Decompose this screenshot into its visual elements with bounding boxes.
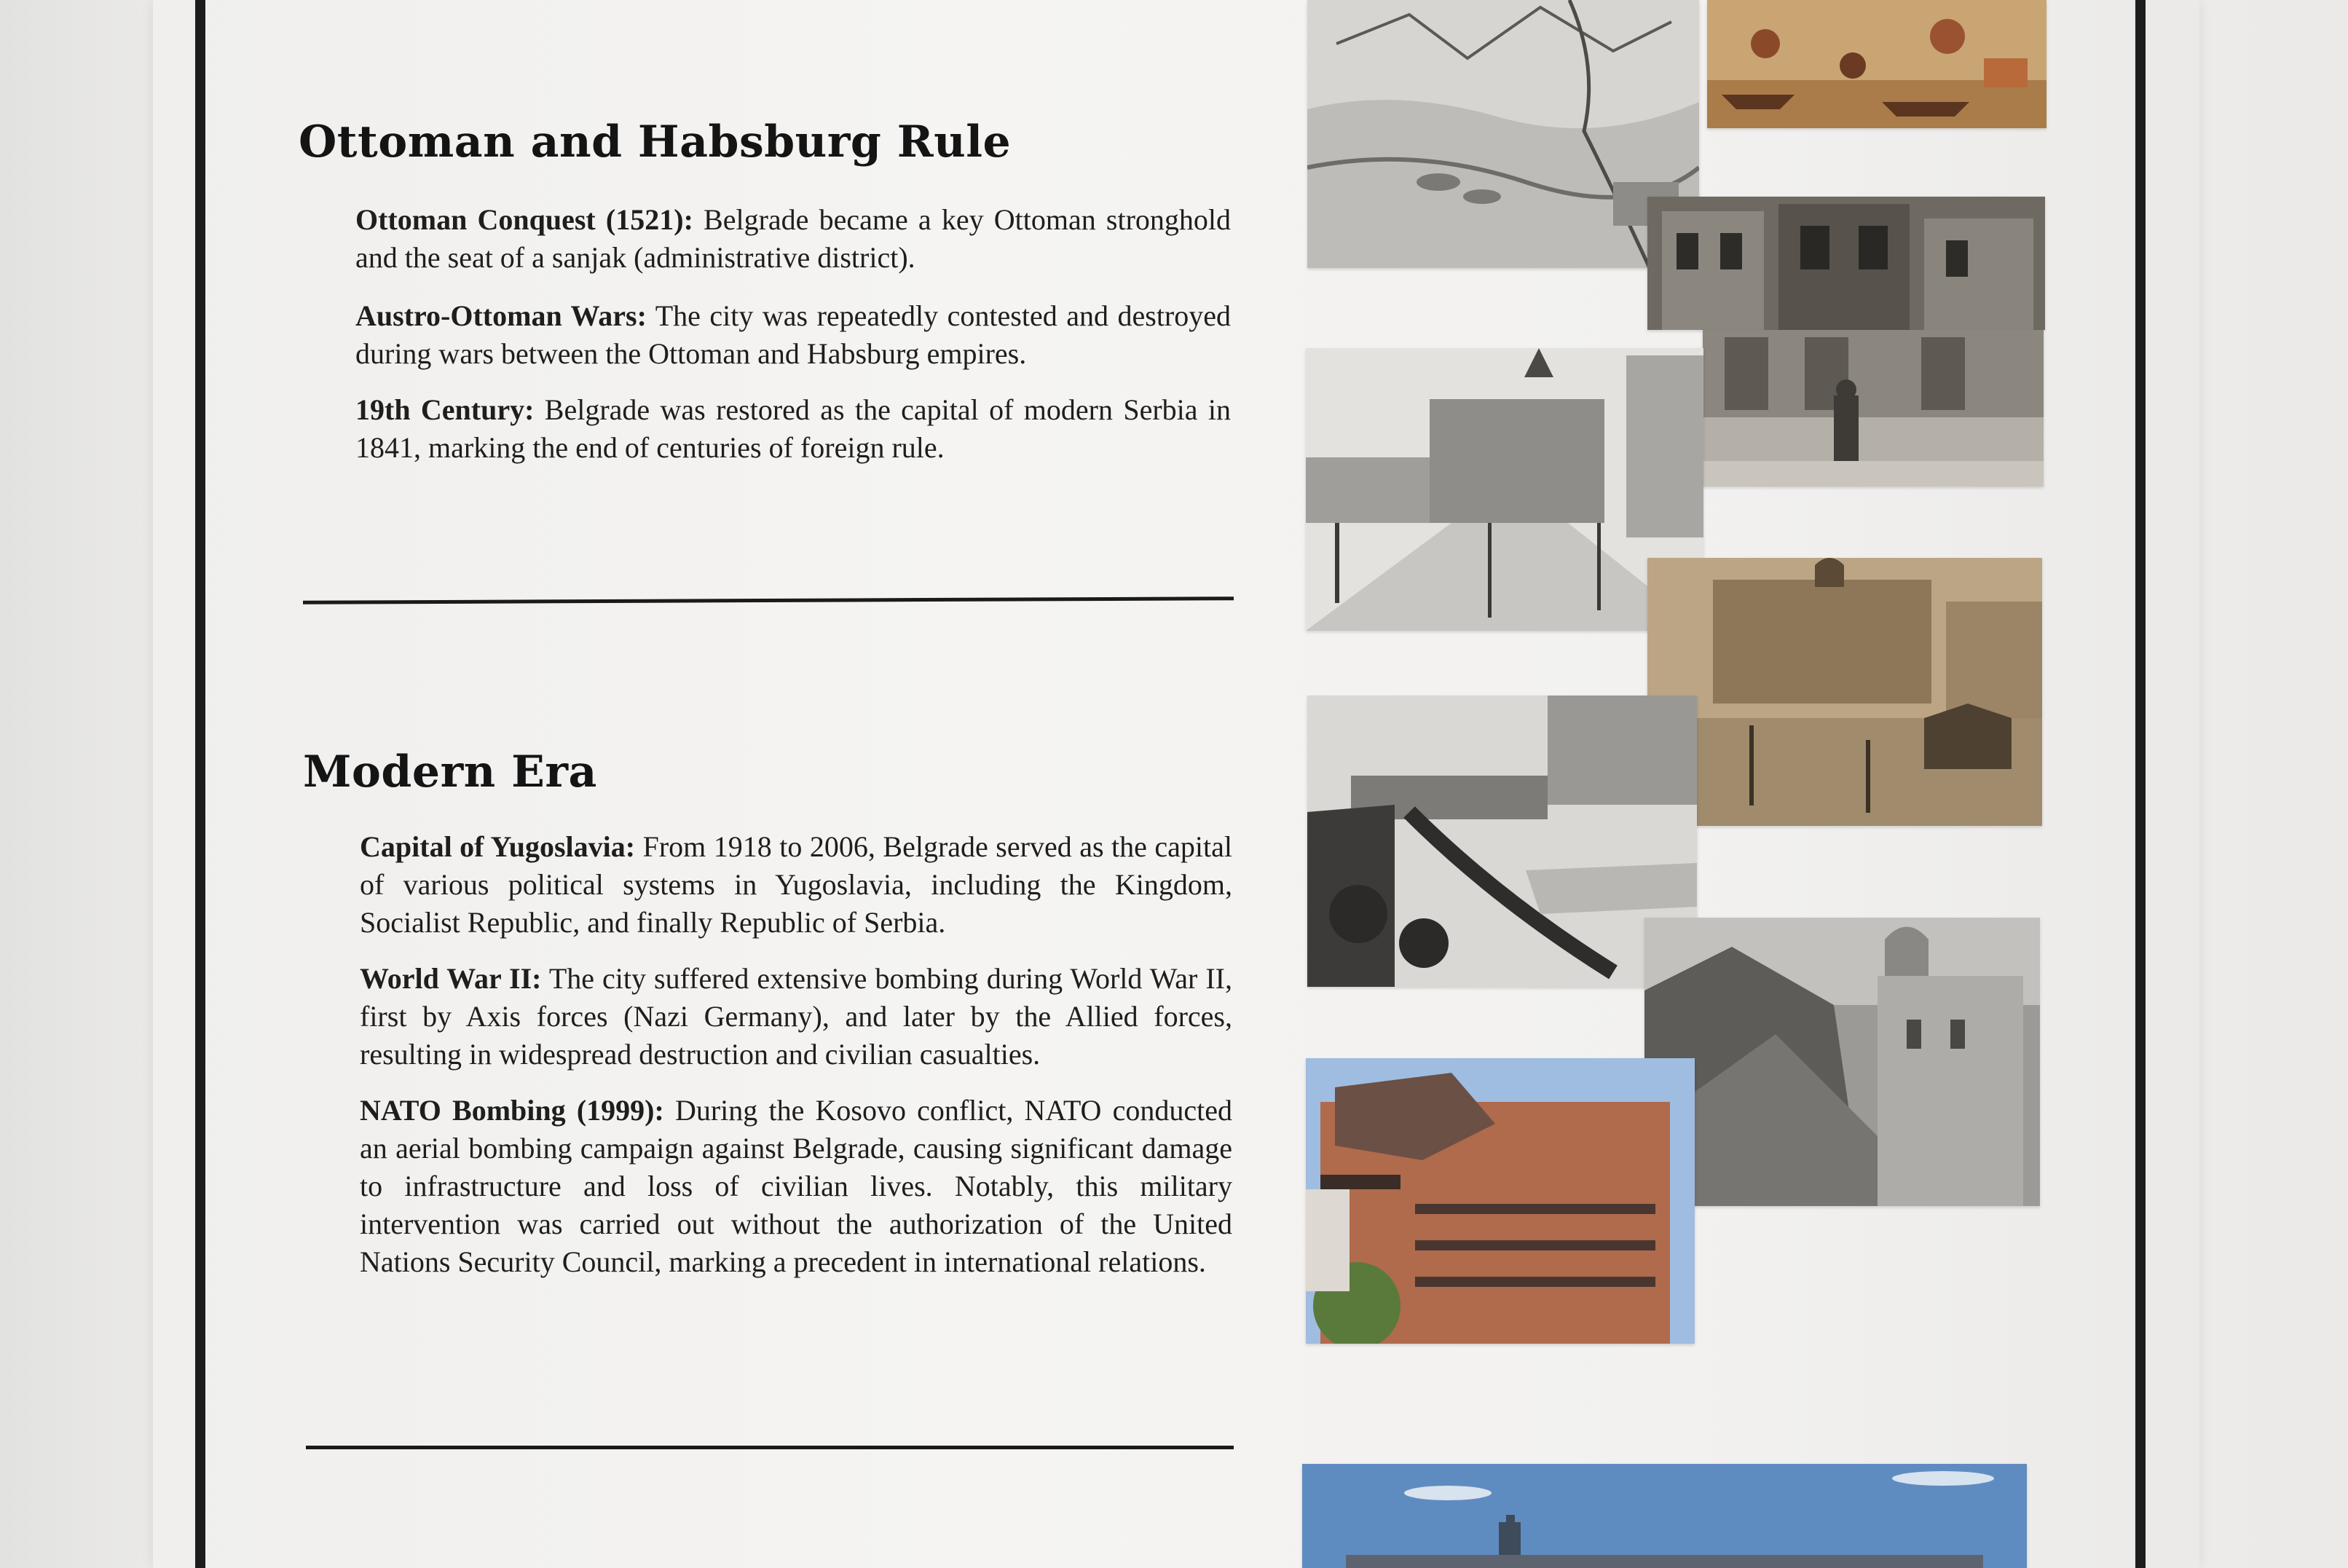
engraving-siege-illustration bbox=[1307, 0, 1699, 268]
section-title-modern-era: Modern Era bbox=[303, 746, 597, 797]
paragraph-text: Belgrade was restored as the capital of modern Serbia in 1841, marking the end of centuries of foreign rule. bbox=[355, 393, 1231, 464]
section-title-ottoman-habsburg: Ottoman and Habsburg Rule bbox=[299, 117, 1012, 168]
paragraph-label: Capital of Yugoslavia: bbox=[360, 830, 636, 863]
paragraph-austro-ottoman-wars bbox=[355, 297, 1231, 373]
section-divider bbox=[306, 1446, 1234, 1449]
paragraph-ottoman-conquest bbox=[355, 201, 1231, 277]
paragraph-capital-of-yugoslavia bbox=[360, 828, 1232, 942]
photo-military-parade bbox=[1307, 696, 1697, 987]
paragraph-label: 19th Century: bbox=[355, 393, 535, 426]
photo-ww2-ruins bbox=[1644, 918, 2040, 1206]
paragraph-text: The city was repeatedly contested and destroyed during wars between the Ottoman and Habsburg empires. bbox=[355, 299, 1232, 370]
paragraph-label: Austro-Ottoman Wars: bbox=[355, 299, 647, 332]
paragraph-text: From 1918 to 2006, Belgrade served as the capital of various political systems in Yugoslavia, including the Kingdom, Socialist Republic, and finally Republic of Serbia. bbox=[360, 830, 1232, 939]
poster-frame-right-border bbox=[2135, 0, 2146, 1568]
paragraph-text: Belgrade became a key Ottoman stronghold and the seat of a sanjak (administrative district). bbox=[355, 203, 1232, 274]
photo-sepia-square bbox=[1647, 558, 2042, 826]
paragraph-label: NATO Bombing (1999): bbox=[360, 1094, 664, 1127]
paragraph-text: The city suffered extensive bombing during World War II, first by Axis forces (Nazi Germany), and later by the Allied forces, resulting in widespread destruction and civilian casualties. bbox=[360, 962, 1232, 1071]
photo-terazije-boulevard bbox=[1306, 348, 1703, 631]
photo-old-street-facade bbox=[1647, 197, 2045, 330]
photo-woman-on-street bbox=[1703, 330, 2044, 486]
paragraph-world-war-ii bbox=[360, 960, 1232, 1073]
poster-frame-left-border bbox=[195, 0, 205, 1568]
paragraph-label: Ottoman Conquest (1521): bbox=[355, 203, 693, 236]
paragraph-19th-century bbox=[355, 391, 1231, 467]
photo-bombed-building-color bbox=[1306, 1058, 1695, 1344]
colored-painting-fleet bbox=[1707, 0, 2046, 128]
paragraph-nato-bombing bbox=[360, 1092, 1232, 1281]
paragraph-label: World War II: bbox=[360, 962, 542, 995]
photo-modern-skyline bbox=[1302, 1464, 2027, 1568]
paragraph-text: During the Kosovo conflict, NATO conducted an aerial bombing campaign against Belgrade, causing significant damage to infrastructure and loss of civilian lives. Notably, this military intervention was carried out without the authorization of the United Nations Security Council, marking a precedent in international relations. bbox=[360, 1094, 1232, 1278]
